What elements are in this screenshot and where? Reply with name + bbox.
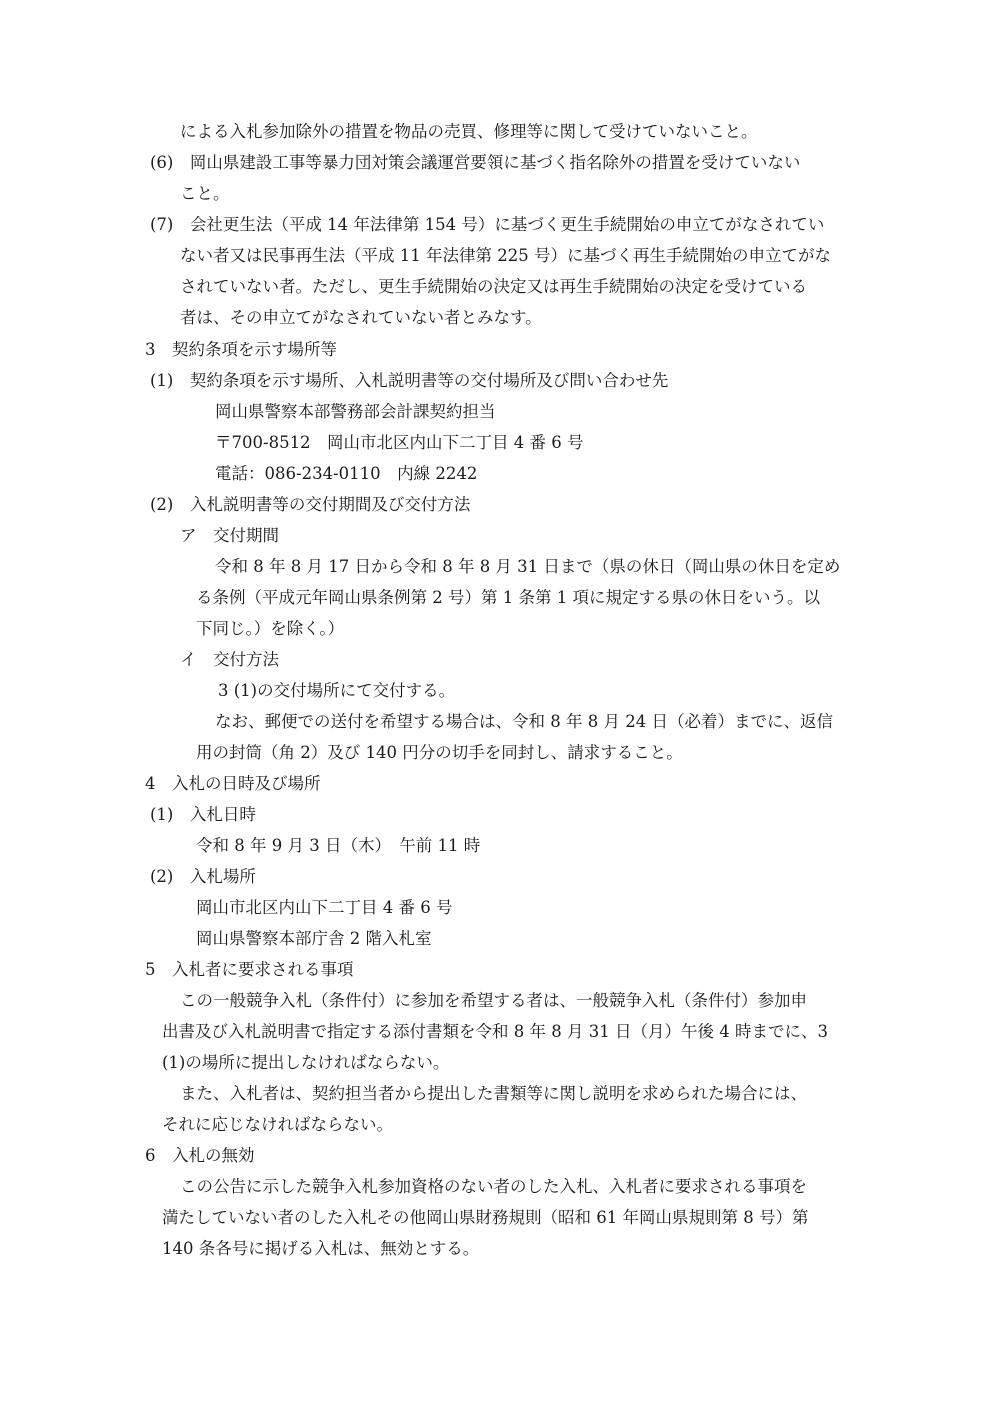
text-line: この公告に示した競争入札参加資格のない者のした入札、入札者に要求される事項を — [180, 1177, 807, 1196]
text-line: (1) 契約条項を示す場所、入札説明書等の交付場所及び問い合わせ先 — [150, 371, 669, 390]
text-line: (6) 岡山県建設工事等暴力団対策会議運営要領に基づく指名除外の措置を受けていない — [150, 153, 801, 172]
section-heading: 4 入札の日時及び場所 — [145, 774, 321, 793]
text-line: 岡山県警察本部警務部会計課契約担当 — [215, 402, 496, 421]
text-line: (1) 入札日時 — [150, 805, 256, 824]
text-line: 3 (1)の交付場所にて交付する。 — [218, 681, 456, 700]
text-line: る条例（平成元年岡山県条例第 2 号）第 1 条第 1 項に規定する県の休日をいう。以 — [196, 588, 820, 607]
text-line: 令和 8 年 9 月 3 日（木） 午前 11 時 — [196, 836, 481, 855]
text-line: イ 交付方法 — [180, 650, 279, 669]
text-line: (7) 会社更生法（平成 14 年法律第 154 号）に基づく更生手続開始の申立てがなされてい — [150, 215, 825, 234]
text-line: ア 交付期間 — [180, 526, 279, 545]
text-line: (2) 入札説明書等の交付期間及び交付方法 — [150, 495, 471, 514]
text-line: この一般競争入札（条件付）に参加を希望する者は、一般競争入札（条件付）参加申 — [180, 991, 807, 1010]
text-line: 用の封筒（角 2）及び 140 円分の切手を同封し、請求すること。 — [196, 743, 683, 762]
text-line: こと。 — [180, 184, 230, 203]
text-line: 〒700-8512 岡山市北区内山下二丁目 4 番 6 号 — [215, 433, 584, 452]
text-line: なお、郵便での送付を希望する場合は、令和 8 年 8 月 24 日（必着）までに、返信 — [215, 712, 833, 731]
text-line: 出書及び入札説明書で指定する添付書類を令和 8 年 8 月 31 日（月）午後 4 時までに、3 — [162, 1022, 828, 1041]
text-line: ない者又は民事再生法（平成 11 年法律第 225 号）に基づく再生手続開始の申立てがな — [180, 246, 831, 265]
text-line: 下同じ。）を除く。） — [196, 619, 345, 638]
text-line: 満たしていない者のした入札その他岡山県財務規則（昭和 61 年岡山県規則第 8 号）第 — [162, 1208, 809, 1227]
text-line: 者は、その申立てがなされていない者とみなす。 — [180, 308, 542, 327]
text-line: 電話：086-234-0110 内線 2242 — [215, 464, 478, 483]
text-line: (1)の場所に提出しなければならない。 — [162, 1053, 450, 1072]
text-line: それに応じなければならない。 — [162, 1115, 393, 1134]
text-line: また、入札者は、契約担当者から提出した書類等に関し説明を求められた場合には、 — [180, 1084, 807, 1103]
text-line: 岡山県警察本部庁舎 2 階入札室 — [196, 929, 432, 948]
section-heading: 5 入札者に要求される事項 — [145, 960, 354, 979]
section-heading: 3 契約条項を示す場所等 — [145, 340, 337, 359]
text-line: されていない者。ただし、更生手続開始の決定又は再生手続開始の決定を受けている — [180, 277, 807, 296]
section-heading: 6 入札の無効 — [145, 1146, 255, 1165]
text-line: 令和 8 年 8 月 17 日から令和 8 年 8 月 31 日まで（県の休日（岡山県の休日を定め — [215, 557, 841, 576]
text-line: 岡山市北区内山下二丁目 4 番 6 号 — [196, 898, 453, 917]
text-line: (2) 入札場所 — [150, 867, 256, 886]
text-line: による入札参加除外の措置を物品の売買、修理等に関して受けていないこと。 — [180, 122, 758, 141]
text-line: 140 条各号に掲げる入札は、無効とする。 — [162, 1239, 480, 1258]
